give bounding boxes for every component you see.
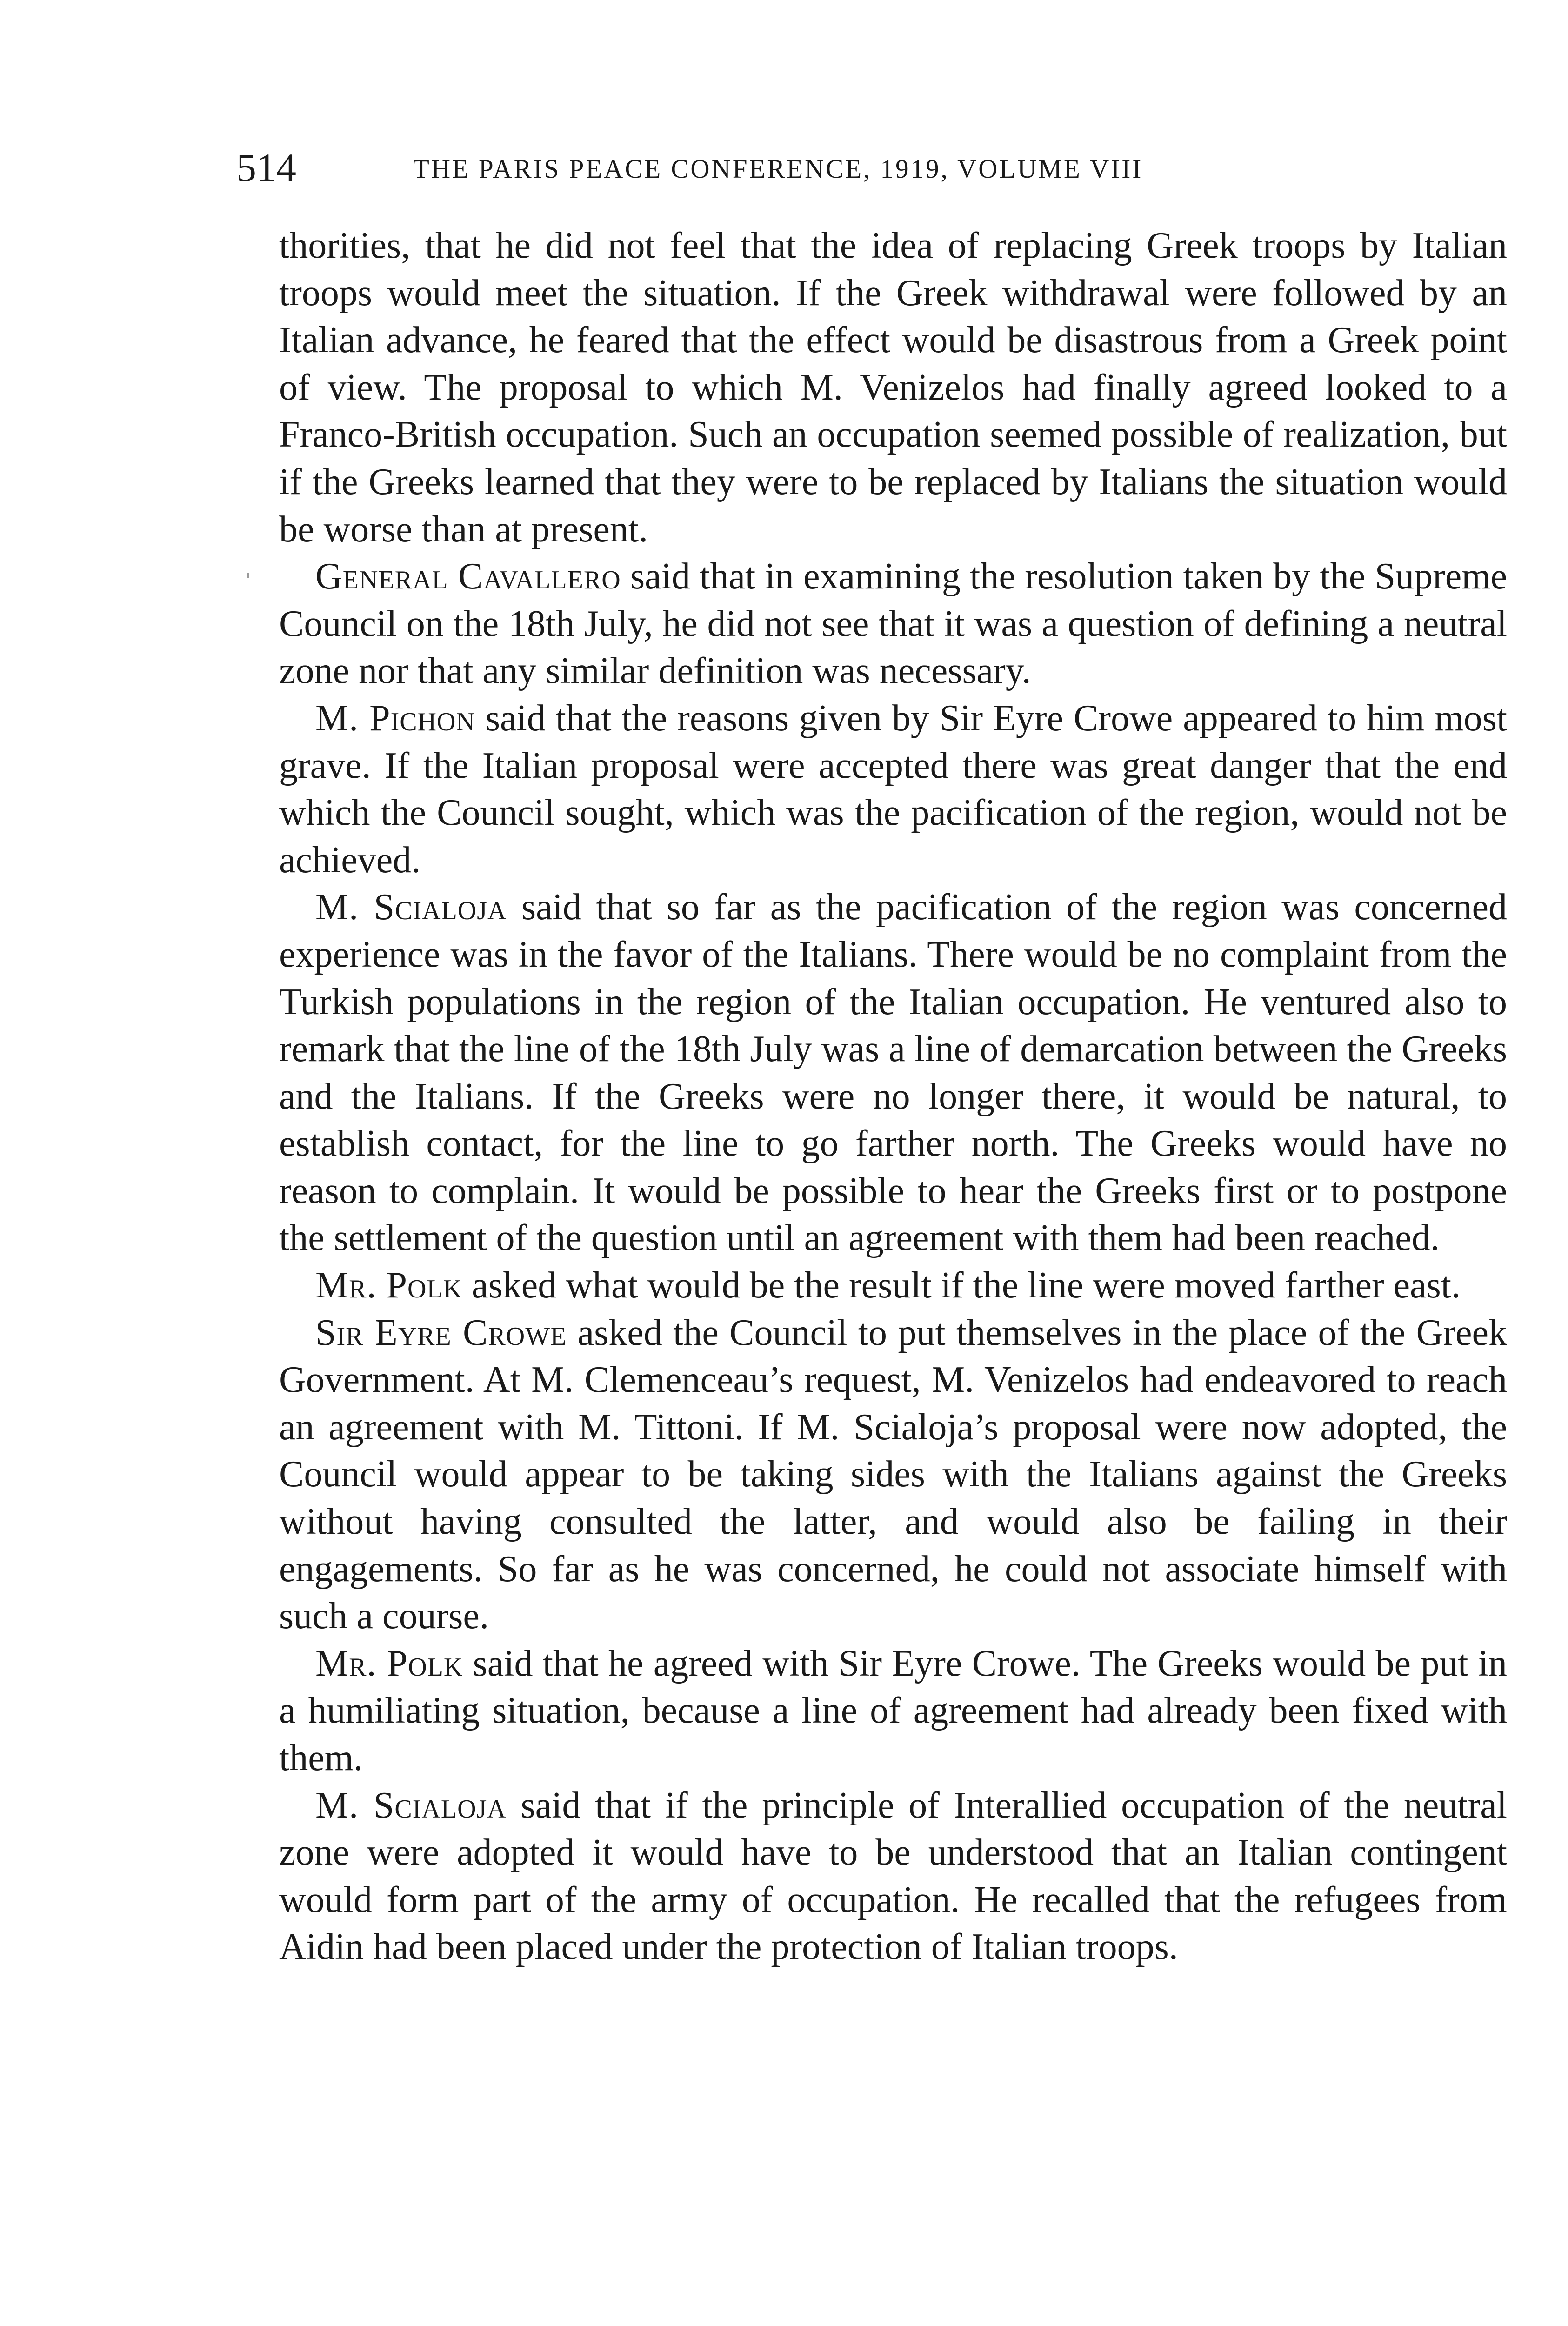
paragraph-text: asked what would be the result if the line were moved farther east. <box>462 1265 1461 1306</box>
speaker-name: M. Pichon <box>315 697 475 739</box>
paragraph-text: said that so far as the pacification of the region was concerned experience was in the favor of the Italians. There would be no complaint from the Turkish populations in the region of the Italian occupation. He ventured also to remark that the line of the 18th July was a line of demarcation between the Greeks and the Italians. If the Greeks were no longer there, it would be natural, to establish contact, for the line to go farther north. The Greeks would have no reason to complain. It would be possible to hear the Greeks first or to postpone the settlement of the question until an agreement with them had been reached. <box>279 887 1507 1259</box>
speaker-name: Sir Eyre Crowe <box>315 1312 567 1353</box>
paragraph-text: thorities, that he did not feel that the idea of replacing Greek troops by Italian troops would meet the situation. If the Greek withdrawal were followed by an Italian advance, he feared that the effect would be disastrous from a Greek point of view. The proposal to which M. Venizelos had finally agreed looked to a Franco-British occupation. Such an occupation seemed possible of realization, but if the Greeks learned that they were to be replaced by Italians the situation would be worse than at present. <box>279 225 1507 550</box>
paragraph-scialoja-2 <box>279 1782 1507 1971</box>
paragraph-continued <box>279 222 1507 553</box>
paragraph-text: said that in examining the resolution taken by the Supreme Council on the 18th July, he did not see that it was a question of defining a neutral zone nor that any similar definition was necessary. <box>279 556 1508 692</box>
speaker-name: M. Scialoja <box>315 887 507 928</box>
paragraph-polk-2 <box>279 1640 1507 1782</box>
paragraph-cavallero <box>279 553 1507 695</box>
paragraph-scialoja-1 <box>279 884 1507 1262</box>
speaker-name: M. Scialoja <box>315 1785 507 1826</box>
margin-mark <box>247 573 249 578</box>
paragraph-pichon <box>279 695 1507 884</box>
paragraph-polk-1 <box>279 1262 1507 1310</box>
speaker-name: Mr. Polk <box>315 1643 463 1684</box>
paragraph-text: said that he agreed with Sir Eyre Crowe. The Greeks would be put in a humiliating situation, because a line of agreement had already been fixed with them. <box>279 1643 1507 1778</box>
paragraph-crowe <box>279 1310 1507 1640</box>
page-header <box>236 140 1539 195</box>
paragraph-text: said that if the principle of Interallied occupation of the neutral zone were adopted it would have to be understood that an Italian contingent would form part of the army of occupation. He recalled that the refugees from Aidin had been placed under the protection of Italian troops. <box>279 1785 1508 1968</box>
paragraph-text: said that the reasons given by Sir Eyre Crowe appeared to him most grave. If the Italian proposal were accepted there was great danger that the end which the Council sought, which was the pacification of the region, would not be achieved. <box>279 697 1508 881</box>
speaker-name: Mr. Polk <box>315 1265 463 1306</box>
body-text <box>279 222 1507 1971</box>
speaker-name: General Cavallero <box>315 556 621 597</box>
page-number: 514 <box>236 145 296 190</box>
running-title: THE PARIS PEACE CONFERENCE, 1919, VOLUME VIII <box>413 154 1143 184</box>
paragraph-text: asked the Council to put themselves in the place of the Greek Government. At M. Clemenceau’s request, M. Venizelos had endeavored to reach an agreement with M. Tittoni. If M. Scialoja’s proposal were now adopted, the Council would appear to be taking sides with the Italians against the Greeks without having consulted the latter, and would also be failing in their engagements. So far as he was concerned, he could not associate himself with such a course. <box>279 1312 1508 1637</box>
